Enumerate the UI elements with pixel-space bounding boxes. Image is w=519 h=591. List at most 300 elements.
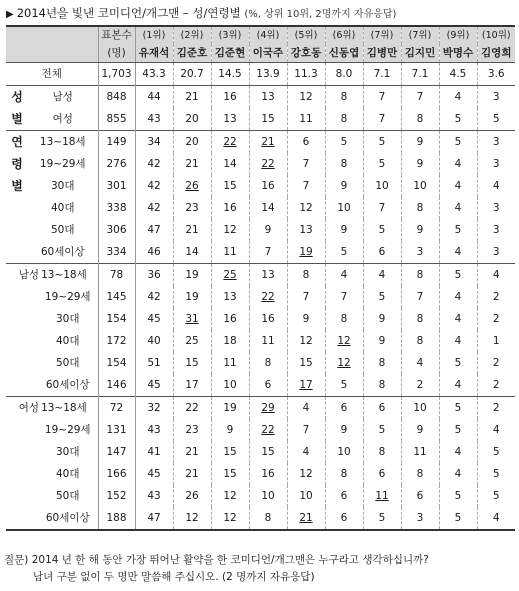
value-cell: 42 (135, 197, 173, 219)
row-base-n: 848 (98, 86, 135, 109)
value-cell: 12 (173, 507, 211, 530)
age-group-label (6, 131, 28, 264)
value-cell: 10 (325, 197, 363, 219)
value-cell: 18 (211, 330, 249, 352)
row-label-text: 60세이상 (45, 512, 90, 524)
value-cell: 16 (249, 463, 287, 485)
value-cell: 9 (363, 308, 401, 330)
value-cell: 4 (439, 175, 477, 197)
value-cell: 5 (492, 490, 500, 502)
value-cell: 4 (439, 330, 477, 352)
value-cell: 5 (439, 397, 477, 420)
value-cell: 7 (287, 419, 325, 441)
value-cell: 45 (135, 308, 173, 330)
row-base-n: 166 (98, 463, 135, 485)
value-cell: 8 (363, 441, 401, 463)
value-cell-highlighted: 21 (287, 507, 325, 530)
header-name-10: 김영희 (477, 44, 515, 63)
row-base-n: 72 (98, 397, 135, 420)
value-cell: 6 (325, 397, 363, 420)
value-cell: 5 (363, 507, 401, 530)
value-cell: 4 (439, 463, 477, 485)
value-cell: 7 (325, 286, 363, 308)
value-cell: 43 (135, 485, 173, 507)
value-cell: 5 (363, 219, 401, 241)
value-cell: 10 (401, 397, 439, 420)
value-cell: 19 (211, 397, 249, 420)
row-base-n: 78 (98, 264, 135, 287)
value-cell: 22 (173, 397, 211, 420)
row-label-text: 13~18세 (41, 269, 87, 281)
value-cell: 25 (173, 330, 211, 352)
value-cell: 13.9 (249, 63, 287, 86)
value-cell-highlighted: 22 (249, 286, 287, 308)
value-cell: 9 (401, 131, 439, 154)
value-cell: 4 (439, 441, 477, 463)
title-subtitle: 성/연령별 (192, 6, 241, 20)
header-rank-2: (2위) (173, 26, 211, 44)
value-cell: 5 (363, 153, 401, 175)
value-cell: 13 (211, 286, 249, 308)
header-corner (6, 26, 98, 44)
female-row (6, 397, 515, 420)
value-cell: 47 (135, 219, 173, 241)
footnote-line-2: 남녀 구분 없이 두 명만 말씀해 주십시오. (2 명까지 자유응답) (33, 571, 315, 583)
value-cell: 12 (287, 463, 325, 485)
value-cell: 7 (287, 175, 325, 197)
value-cell: 2 (477, 397, 515, 420)
value-cell: 1 (492, 335, 500, 347)
value-cell: 11 (249, 330, 287, 352)
male-row (6, 352, 515, 374)
value-cell: 5 (492, 113, 500, 125)
row-label-text: 50대 (55, 490, 80, 502)
female-row (6, 507, 515, 530)
header-rank-3: (3위) (211, 26, 249, 44)
value-cell: 4 (287, 397, 325, 420)
value-cell: 4 (439, 241, 477, 264)
row-label-text: 19~29세 (44, 291, 91, 303)
value-cell: 15 (173, 352, 211, 374)
title-text: 2014년을 빛낸 코미디언/개그맨 (16, 6, 180, 20)
triangle-marker-icon: ▶ (6, 9, 14, 20)
value-cell: 6 (363, 397, 401, 420)
header-name-7: 김병만 (363, 44, 401, 63)
total-row (6, 63, 515, 86)
value-cell: 8 (401, 330, 439, 352)
value-cell: 9 (363, 330, 401, 352)
value-cell: 4 (477, 507, 515, 530)
sex-row (6, 86, 515, 109)
header-name-9: 박명수 (439, 44, 477, 63)
value-cell: 2 (492, 291, 500, 303)
female-group-label: 여성 (18, 402, 40, 414)
value-cell: 14 (211, 153, 249, 175)
value-cell: 21 (173, 219, 211, 241)
value-cell: 7.1 (363, 63, 401, 86)
value-cell: 7 (363, 108, 401, 131)
header-rank-1: (1위) (135, 26, 173, 44)
value-cell: 45 (135, 463, 173, 485)
age-row (6, 219, 515, 241)
sex-group-char: 성 (11, 90, 23, 104)
value-cell: 3 (401, 507, 439, 530)
value-cell: 26 (173, 485, 211, 507)
row-label-text: 50대 (55, 357, 80, 369)
value-cell: 6 (325, 507, 363, 530)
header-name-8: 김지민 (401, 44, 439, 63)
row-base-n: 172 (98, 330, 135, 352)
value-cell: 9 (325, 419, 363, 441)
page-title (6, 4, 396, 22)
value-cell: 5 (363, 419, 401, 441)
value-cell: 16 (211, 308, 249, 330)
value-cell: 3.6 (477, 63, 515, 86)
value-cell: 4 (287, 441, 325, 463)
value-cell: 16 (249, 308, 287, 330)
value-cell: 11 (401, 441, 439, 463)
value-cell: 2 (401, 374, 439, 397)
value-cell: 6 (325, 485, 363, 507)
row-label (6, 286, 98, 308)
row-label-text: 13~18세 (41, 402, 87, 414)
header-rank-9: (9위) (439, 26, 477, 44)
row-base-n: 188 (98, 507, 135, 530)
header-rank-8: (7위) (401, 26, 439, 44)
value-cell: 4 (439, 197, 477, 219)
value-cell: 7 (363, 86, 401, 109)
value-cell: 8 (401, 264, 439, 287)
row-label (6, 507, 98, 530)
value-cell: 4 (439, 374, 477, 397)
header-name-2: 김준호 (173, 44, 211, 63)
header-name-1: 유재석 (135, 44, 173, 63)
age-row (6, 175, 515, 197)
value-cell: 41 (135, 441, 173, 463)
value-cell: 5 (325, 131, 363, 154)
value-cell: 15 (249, 108, 287, 131)
header-name-5: 강호동 (287, 44, 325, 63)
value-cell: 11 (211, 352, 249, 374)
value-cell: 4 (439, 86, 477, 109)
row-base-n: 334 (98, 241, 135, 264)
sex-group-label (6, 86, 28, 131)
value-cell: 42 (135, 286, 173, 308)
row-base-n: 306 (98, 219, 135, 241)
value-cell: 5 (325, 241, 363, 264)
value-cell: 43 (135, 108, 173, 131)
value-cell-highlighted: 12 (325, 330, 363, 352)
row-label: 30대 (28, 175, 98, 197)
results-table (6, 25, 515, 531)
value-cell: 3 (492, 202, 500, 214)
value-cell-highlighted: 17 (287, 374, 325, 397)
header-name-row (6, 44, 515, 63)
value-cell: 8.0 (325, 63, 363, 86)
value-cell: 14 (249, 197, 287, 219)
value-cell: 12 (287, 86, 325, 109)
value-cell: 21 (173, 153, 211, 175)
value-cell: 7 (401, 286, 439, 308)
value-cell: 42 (135, 175, 173, 197)
male-row (6, 264, 515, 287)
value-cell: 12 (287, 330, 325, 352)
value-cell: 5 (439, 131, 477, 154)
value-cell: 47 (135, 507, 173, 530)
value-cell: 21 (173, 441, 211, 463)
row-base-n: 149 (98, 131, 135, 154)
value-cell: 9 (287, 308, 325, 330)
male-row (6, 330, 515, 352)
value-cell: 5 (439, 352, 477, 374)
value-cell: 16 (211, 197, 249, 219)
value-cell: 9 (325, 219, 363, 241)
value-cell: 12 (287, 197, 325, 219)
value-cell: 4 (439, 153, 477, 175)
value-cell: 16 (211, 86, 249, 109)
value-cell: 14.5 (211, 63, 249, 86)
row-label (6, 352, 98, 374)
age-group-char: 령 (11, 157, 23, 171)
value-cell: 7 (287, 153, 325, 175)
total-label: 전체 (6, 63, 98, 86)
value-cell: 36 (135, 264, 173, 287)
value-cell: 8 (401, 108, 439, 131)
male-group-label: 남성 (18, 269, 40, 281)
row-label (6, 463, 98, 485)
value-cell: 4 (439, 286, 477, 308)
age-row (6, 153, 515, 175)
sex-row (6, 108, 515, 131)
value-cell: 3 (477, 86, 515, 109)
value-cell: 6 (363, 463, 401, 485)
value-cell: 8 (401, 308, 439, 330)
value-cell: 11 (287, 108, 325, 131)
age-group-char: 별 (11, 179, 23, 193)
row-label-text: 19~29세 (44, 424, 91, 436)
value-cell: 5 (439, 219, 477, 241)
row-label: 50대 (28, 219, 98, 241)
row-base-n: 146 (98, 374, 135, 397)
value-cell: 12 (211, 507, 249, 530)
value-cell: 19 (173, 286, 211, 308)
value-cell: 9 (401, 153, 439, 175)
value-cell-highlighted: 31 (173, 308, 211, 330)
value-cell: 8 (325, 308, 363, 330)
value-cell: 5 (492, 468, 500, 480)
row-base-n: 338 (98, 197, 135, 219)
value-cell: 21 (173, 463, 211, 485)
row-label-text: 30대 (55, 313, 80, 325)
value-cell: 8 (401, 197, 439, 219)
row-label (6, 374, 98, 397)
value-cell: 8 (363, 374, 401, 397)
male-row (6, 286, 515, 308)
value-cell: 3 (492, 246, 500, 258)
row-label-text: 60세이상 (45, 379, 90, 391)
value-cell: 43 (135, 419, 173, 441)
value-cell: 5 (363, 131, 401, 154)
title-dash: – (179, 6, 193, 20)
value-cell: 4 (363, 264, 401, 287)
row-label: 19~29세 (28, 153, 98, 175)
value-cell: 10 (211, 374, 249, 397)
header-base-unit: (명) (98, 44, 135, 63)
row-label: 여성 (28, 108, 98, 131)
value-cell: 8 (325, 108, 363, 131)
value-cell: 3 (492, 224, 500, 236)
value-cell: 5 (439, 264, 477, 287)
female-row (6, 441, 515, 463)
value-cell: 17 (173, 374, 211, 397)
row-label (6, 485, 98, 507)
header-rank-row (6, 26, 515, 44)
value-cell-highlighted: 11 (363, 485, 401, 507)
value-cell: 9 (211, 419, 249, 441)
value-cell: 13 (287, 219, 325, 241)
value-cell: 45 (135, 374, 173, 397)
value-cell: 43.3 (135, 63, 173, 86)
row-label (6, 264, 98, 287)
value-cell: 7 (363, 197, 401, 219)
value-cell: 2 (492, 357, 500, 369)
age-row (6, 241, 515, 264)
value-cell: 13 (249, 86, 287, 109)
row-base-n: 855 (98, 108, 135, 131)
value-cell: 8 (325, 153, 363, 175)
value-cell: 8 (325, 86, 363, 109)
value-cell: 20.7 (173, 63, 211, 86)
value-cell: 15 (211, 463, 249, 485)
header-base-label: 표본수 (98, 26, 135, 44)
row-label: 40대 (28, 197, 98, 219)
value-cell: 8 (249, 507, 287, 530)
footnote (4, 552, 516, 586)
value-cell: 9 (249, 219, 287, 241)
value-cell: 16 (249, 175, 287, 197)
value-cell: 8 (249, 352, 287, 374)
value-cell: 5 (363, 286, 401, 308)
male-row (6, 374, 515, 397)
value-cell-highlighted: 26 (173, 175, 211, 197)
value-cell: 4 (325, 264, 363, 287)
value-cell: 7.1 (401, 63, 439, 86)
value-cell: 11 (211, 241, 249, 264)
value-cell: 51 (135, 352, 173, 374)
value-cell: 8 (287, 264, 325, 287)
value-cell: 10 (401, 175, 439, 197)
row-label-text: 30대 (55, 446, 80, 458)
value-cell-highlighted: 19 (287, 241, 325, 264)
value-cell: 6 (363, 241, 401, 264)
sex-group-char: 별 (11, 112, 23, 126)
value-cell: 7 (249, 241, 287, 264)
row-base-n: 147 (98, 441, 135, 463)
value-cell: 15 (249, 441, 287, 463)
value-cell: 46 (135, 241, 173, 264)
value-cell: 32 (135, 397, 173, 420)
value-cell: 4 (401, 352, 439, 374)
value-cell: 6 (249, 374, 287, 397)
value-cell: 10 (363, 175, 401, 197)
title-note: (%, 상위 10위, 2명까지 자유응답) (244, 9, 397, 20)
value-cell: 15 (211, 441, 249, 463)
female-row (6, 485, 515, 507)
value-cell: 7 (287, 286, 325, 308)
value-cell: 5 (439, 108, 477, 131)
value-cell: 3 (492, 158, 500, 170)
row-base-n: 131 (98, 419, 135, 441)
value-cell: 10 (325, 441, 363, 463)
header-corner-2 (6, 44, 98, 63)
value-cell-highlighted: 12 (325, 352, 363, 374)
row-label (6, 308, 98, 330)
value-cell: 8 (363, 352, 401, 374)
value-cell: 40 (135, 330, 173, 352)
value-cell: 3 (477, 131, 515, 154)
row-label (6, 330, 98, 352)
value-cell: 9 (401, 219, 439, 241)
value-cell: 15 (287, 352, 325, 374)
value-cell: 4 (439, 308, 477, 330)
total-base-n: 1,703 (98, 63, 135, 86)
value-cell: 10 (287, 485, 325, 507)
value-cell: 3 (401, 241, 439, 264)
header-rank-4: (4위) (249, 26, 287, 44)
header-name-6: 신동엽 (325, 44, 363, 63)
value-cell: 5 (439, 419, 477, 441)
value-cell: 2 (492, 313, 500, 325)
value-cell: 12 (211, 485, 249, 507)
header-rank-7: (7위) (363, 26, 401, 44)
value-cell: 19 (173, 264, 211, 287)
value-cell: 5 (439, 485, 477, 507)
footnote-line-1: 질문) 2014 년 한 해 동안 가장 뛰어난 활약을 한 코미디언/개그맨은 누구라고 생각하십니까? (4, 554, 429, 566)
value-cell: 5 (492, 446, 500, 458)
value-cell: 11.3 (287, 63, 325, 86)
value-cell: 8 (325, 463, 363, 485)
row-label (6, 419, 98, 441)
header-name-4: 이국주 (249, 44, 287, 63)
row-base-n: 154 (98, 352, 135, 374)
value-cell: 6 (401, 485, 439, 507)
value-cell-highlighted: 22 (249, 419, 287, 441)
header-name-3: 김준현 (211, 44, 249, 63)
value-cell: 6 (287, 131, 325, 154)
value-cell: 21 (173, 86, 211, 109)
row-label (6, 397, 98, 420)
row-label: 60세이상 (28, 241, 98, 264)
row-label: 남성 (28, 86, 98, 109)
value-cell: 12 (211, 219, 249, 241)
header-rank-6: (6위) (325, 26, 363, 44)
female-row (6, 463, 515, 485)
value-cell: 4 (477, 264, 515, 287)
row-base-n: 152 (98, 485, 135, 507)
age-row (6, 197, 515, 219)
male-row (6, 308, 515, 330)
value-cell: 9 (325, 175, 363, 197)
age-group-char: 연 (11, 135, 23, 149)
value-cell: 10 (249, 485, 287, 507)
value-cell-highlighted: 25 (211, 264, 249, 287)
row-base-n: 145 (98, 286, 135, 308)
row-base-n: 154 (98, 308, 135, 330)
value-cell: 13 (249, 264, 287, 287)
row-label-text: 40대 (55, 335, 80, 347)
header-rank-5: (5위) (287, 26, 325, 44)
value-cell: 4 (492, 424, 500, 436)
